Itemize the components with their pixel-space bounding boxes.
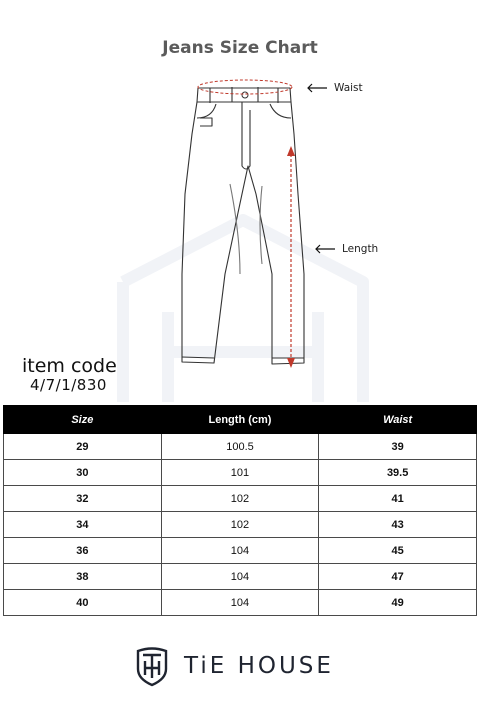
waist-cell: 49 xyxy=(319,590,477,616)
waist-label-text: Waist xyxy=(334,82,363,94)
length-cell: 104 xyxy=(161,538,319,564)
table-row xyxy=(4,486,477,512)
waist-label xyxy=(306,82,363,94)
waist-cell: 47 xyxy=(319,564,477,590)
waist-cell: 45 xyxy=(319,538,477,564)
column-header-length: Length (cm) xyxy=(161,406,319,434)
size-cell: 36 xyxy=(4,538,162,564)
table-row xyxy=(4,460,477,486)
length-label xyxy=(314,243,378,255)
size-cell: 30 xyxy=(4,460,162,486)
waist-cell: 41 xyxy=(319,486,477,512)
table-row xyxy=(4,564,477,590)
jeans-diagram xyxy=(170,74,320,378)
brand-name: TiE HOUSE xyxy=(184,653,334,679)
size-cell: 29 xyxy=(4,434,162,460)
table-row xyxy=(4,512,477,538)
length-cell: 104 xyxy=(161,564,319,590)
length-cell: 102 xyxy=(161,512,319,538)
arrow-left-icon xyxy=(306,83,328,93)
size-cell: 38 xyxy=(4,564,162,590)
size-cell: 40 xyxy=(4,590,162,616)
length-cell: 100.5 xyxy=(161,434,319,460)
brand-logo xyxy=(134,645,334,687)
item-code-label: item code xyxy=(22,355,117,377)
length-cell: 101 xyxy=(161,460,319,486)
waist-cell: 39 xyxy=(319,434,477,460)
length-label-text: Length xyxy=(342,243,379,255)
table-row xyxy=(4,434,477,460)
arrow-left-icon xyxy=(314,244,336,254)
table-row xyxy=(4,590,477,616)
size-table xyxy=(3,405,477,616)
size-cell: 34 xyxy=(4,512,162,538)
size-cell: 32 xyxy=(4,486,162,512)
page-title: Jeans Size Chart xyxy=(162,38,318,58)
item-code-value: 4/7/1/830 xyxy=(30,376,107,394)
table-row xyxy=(4,538,477,564)
length-cell: 102 xyxy=(161,486,319,512)
shield-monogram-icon xyxy=(134,645,170,687)
length-cell: 104 xyxy=(161,590,319,616)
waist-cell: 39.5 xyxy=(319,460,477,486)
column-header-waist: Waist xyxy=(319,406,477,434)
table-header-row xyxy=(4,406,477,434)
column-header-size: Size xyxy=(4,406,162,434)
waist-cell: 43 xyxy=(319,512,477,538)
